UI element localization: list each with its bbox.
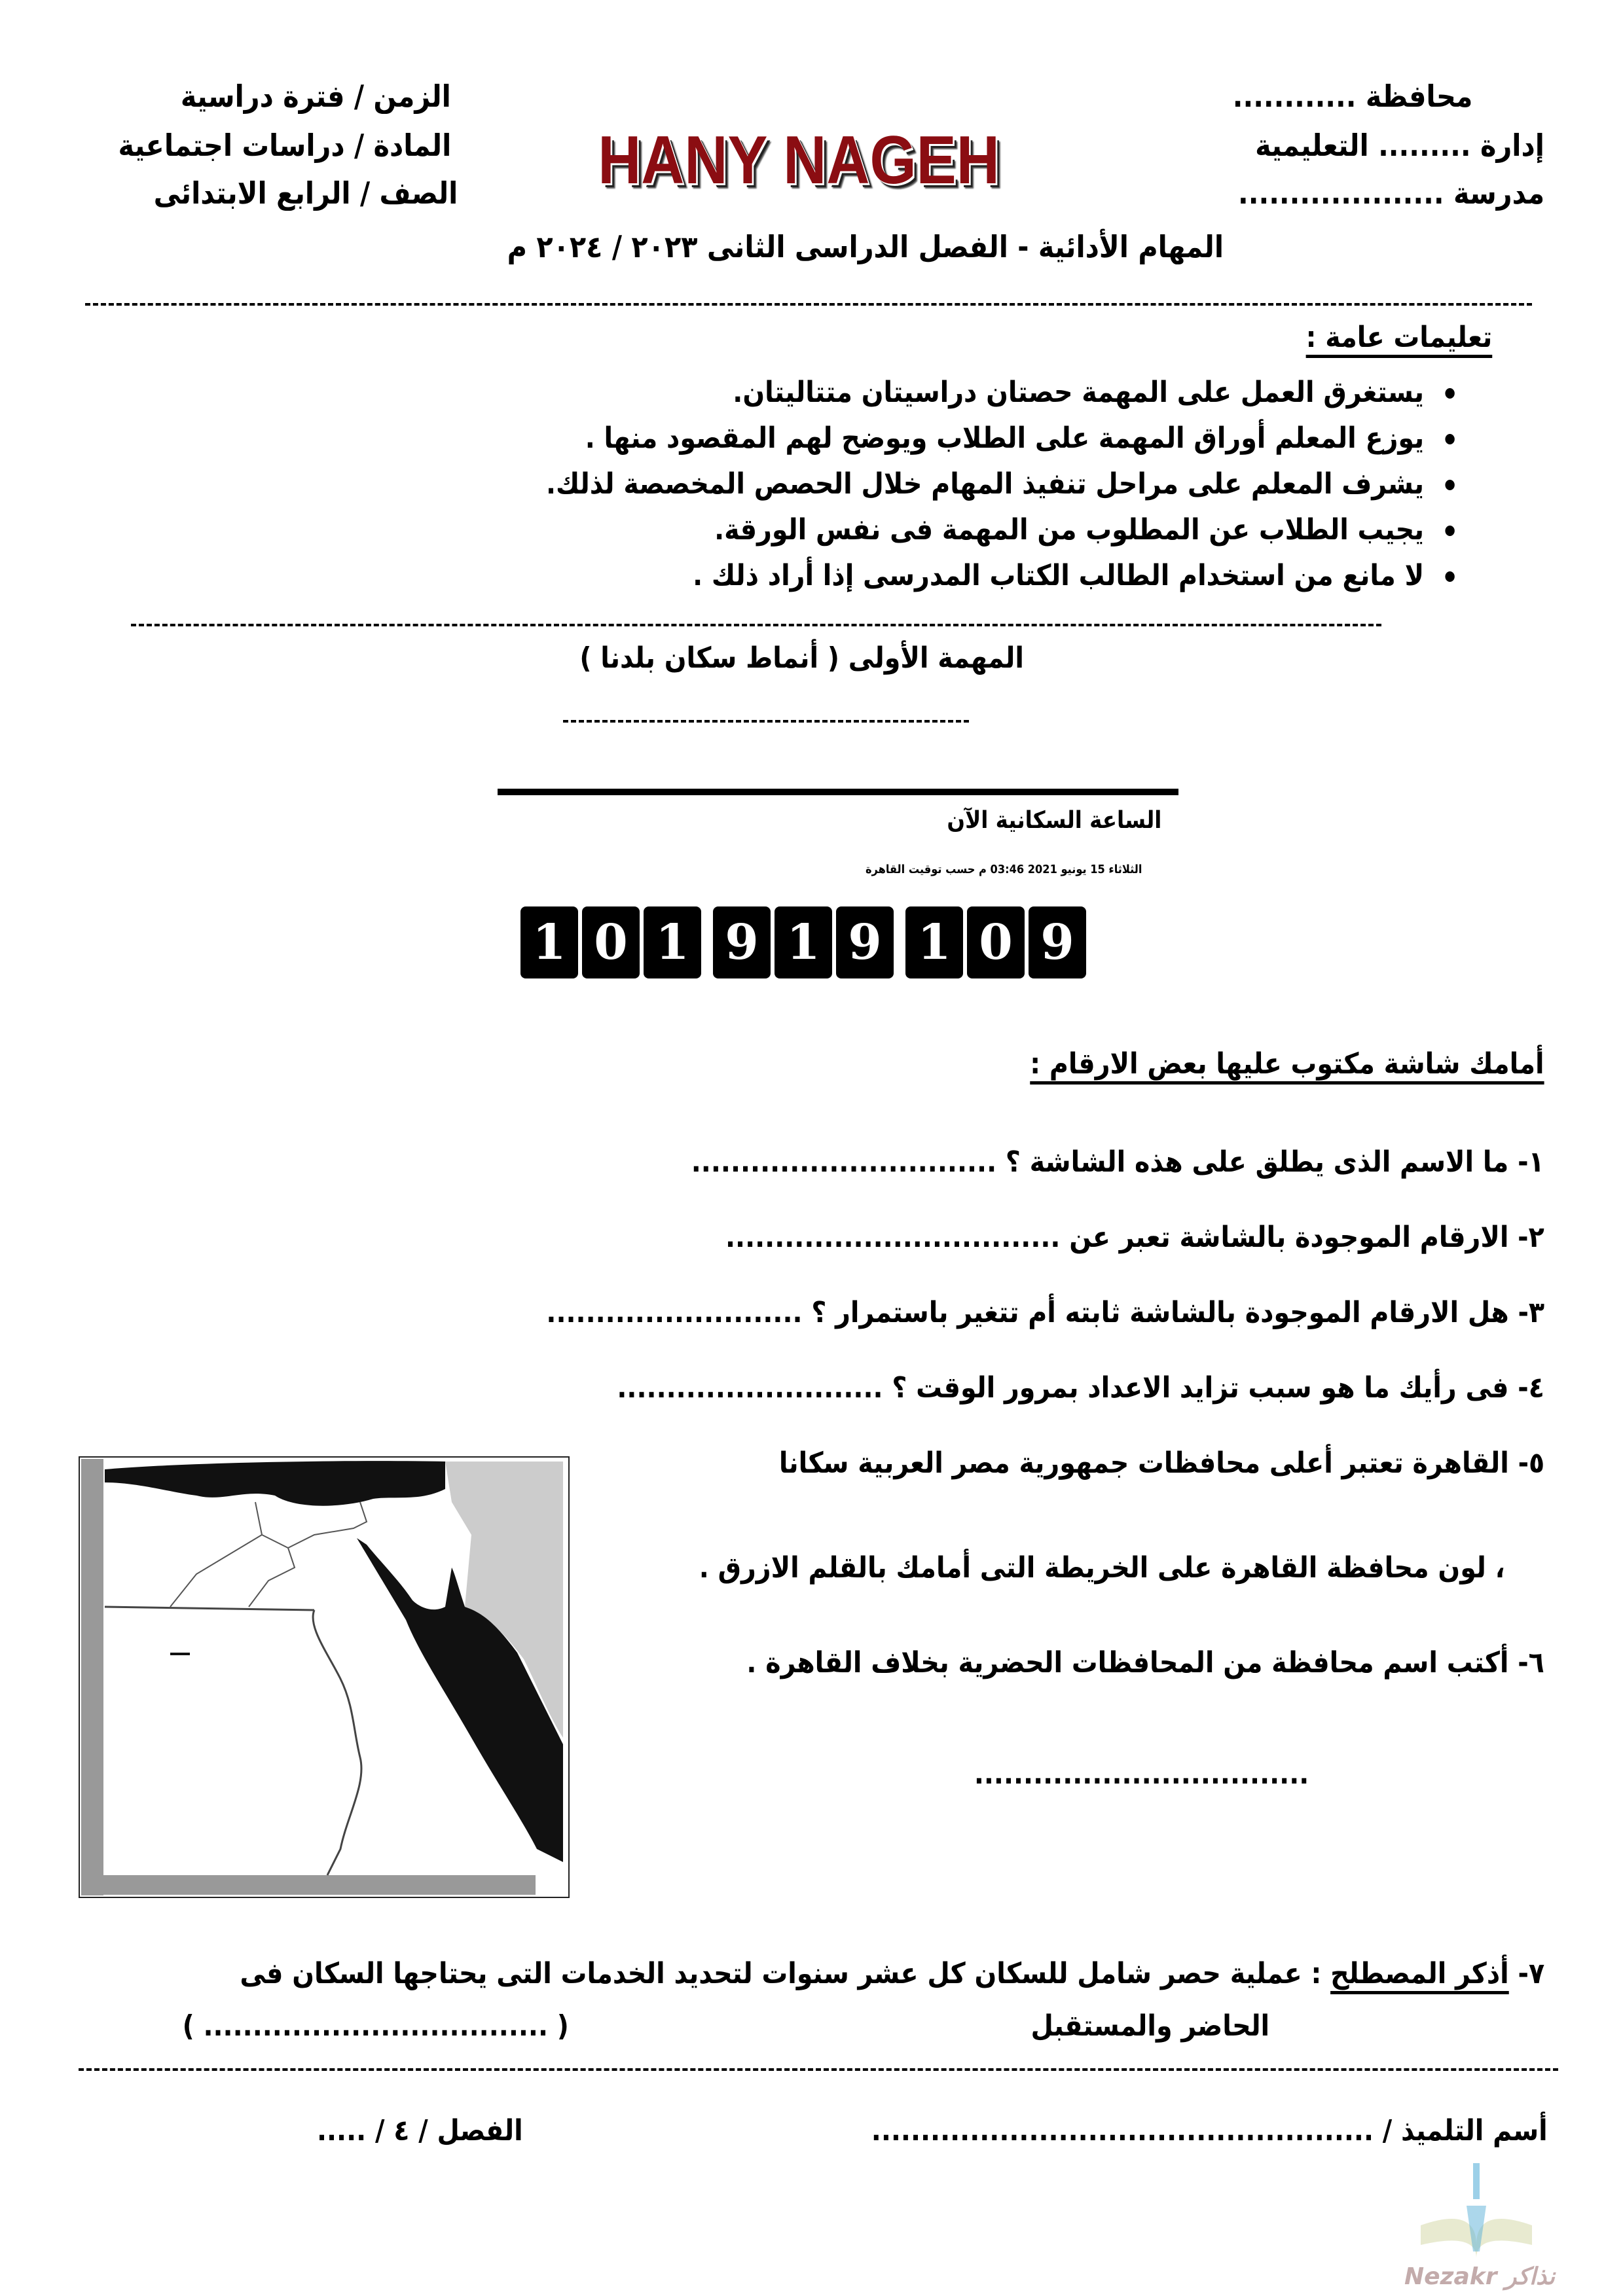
population-clock-title: الساعة السكانية الآن xyxy=(947,807,1161,834)
task-title-underline xyxy=(563,720,969,723)
class-field[interactable]: الفصل / ٤ / ..... xyxy=(317,2114,523,2147)
time-label: الزمن / فترة دراسية xyxy=(181,79,451,114)
counter-digit: 1 xyxy=(644,906,701,978)
question-6-answer-line[interactable]: .................................. xyxy=(974,1757,1309,1791)
questions-intro: أمامك شاشة مكتوب عليها بعض الارقام : xyxy=(1030,1047,1544,1081)
question-7-answer[interactable]: ( ................................... ) xyxy=(182,2009,569,2043)
question-5-instruction: ، لون محافظة القاهرة على الخريطة التى أمامك بالقلم الازرق . xyxy=(699,1551,1505,1585)
map-left-frame xyxy=(81,1459,103,1895)
divider xyxy=(85,303,1532,306)
school-field: مدرسة .................... xyxy=(1237,175,1544,211)
subject-label: المادة / دراسات اجتماعية xyxy=(118,128,451,163)
instruction-item: يجيب الطلاب عن المطلوب من المهمة فى نفس الورقة. xyxy=(546,507,1459,553)
clock-top-bar xyxy=(498,789,1178,795)
governorate-field: محافظة ............ xyxy=(1232,79,1472,114)
administration-field: إدارة ......... التعليمية xyxy=(1255,128,1544,163)
counter-digit: 1 xyxy=(520,906,578,978)
counter-digit: 9 xyxy=(713,906,771,978)
population-clock-date: الثلاثاء 15 يونيو 2021 03:46 م حسب توقيت القاهرة xyxy=(865,863,1142,876)
instructions-title: تعليمات عامة : xyxy=(1305,321,1492,354)
divider xyxy=(79,2068,1558,2071)
instruction-item: يستغرق العمل على المهمة حصتان دراسيتان متتاليتان. xyxy=(546,370,1459,416)
question-7-line2: الحاضر والمستقبل xyxy=(1030,2009,1269,2043)
student-name-field[interactable]: أسم التلميذ / ................................................... xyxy=(871,2114,1548,2147)
question-2: ٢- الارقام الموجودة بالشاشة تعبر عن .................................. xyxy=(725,1221,1544,1254)
grade-label: الصف / الرابع الابتدائى xyxy=(153,175,458,211)
question-5: ٥- القاهرة تعتبر أعلى محافظات جمهورية مصر العربية سكانا xyxy=(778,1446,1544,1480)
counter-digit-group xyxy=(905,906,1086,978)
instruction-item: يشرف المعلم على مراحل تنفيذ المهام خلال الحصص المخصصة لذلك. xyxy=(546,461,1459,507)
watermark-text: Nezakr نذاكر xyxy=(1404,2263,1555,2290)
question-6: ٦- أكتب اسم محافظة من المحافظات الحضرية بخلاف القاهرة . xyxy=(746,1646,1544,1679)
brand-logo-text: HANY NAGEH xyxy=(598,122,1000,198)
instruction-item: يوزع المعلم أوراق المهمة على الطلاب ويوضح لهم المقصود منها . xyxy=(546,416,1459,461)
counter-digit: 1 xyxy=(905,906,963,978)
map-bottom-frame xyxy=(103,1875,536,1895)
population-counter xyxy=(520,906,1098,978)
instructions-list xyxy=(546,370,1459,599)
counter-digit-group xyxy=(520,906,701,978)
question-7-number: ٧- xyxy=(1508,1957,1544,1990)
divider xyxy=(131,624,1381,626)
counter-digit: 9 xyxy=(836,906,894,978)
question-4: ٤- فى رأيك ما هو سبب تزايد الاعداد بمرور الوقت ؟ ........................... xyxy=(617,1371,1544,1405)
egypt-map xyxy=(79,1456,570,1898)
counter-digit: 0 xyxy=(582,906,640,978)
question-1: ١- ما الاسم الذى يطلق على هذه الشاشة ؟ ............................... xyxy=(691,1145,1544,1179)
counter-digit: 1 xyxy=(775,906,832,978)
counter-digit: 0 xyxy=(967,906,1025,978)
map-label-mark xyxy=(170,1653,190,1655)
counter-digit-group xyxy=(713,906,894,978)
nezakr-watermark-logo xyxy=(1381,2160,1571,2291)
question-7-text: : عملية حصر شامل للسكان كل عشر سنوات لتحديد الخدمات التى يحتاجها السكان فى xyxy=(240,1957,1330,1990)
exam-subtitle: المهام الأدائية - الفصل الدراسى الثانى ٢٠٢٣ / ٢٠٢٤ م xyxy=(507,229,1224,264)
question-7-label: أذكر المصطلح xyxy=(1330,1957,1509,1990)
instruction-item: لا مانع من استخدام الطالب الكتاب المدرسى إذا أراد ذلك . xyxy=(546,553,1459,599)
question-3: ٣- هل الارقام الموجودة بالشاشة ثابته أم تتغير باستمرار ؟ .......................... xyxy=(546,1296,1544,1329)
question-7 xyxy=(240,1957,1544,1992)
task-title: المهمة الأولى ( أنماط سكان بلدنا ) xyxy=(579,641,1024,675)
counter-digit: 9 xyxy=(1029,906,1086,978)
